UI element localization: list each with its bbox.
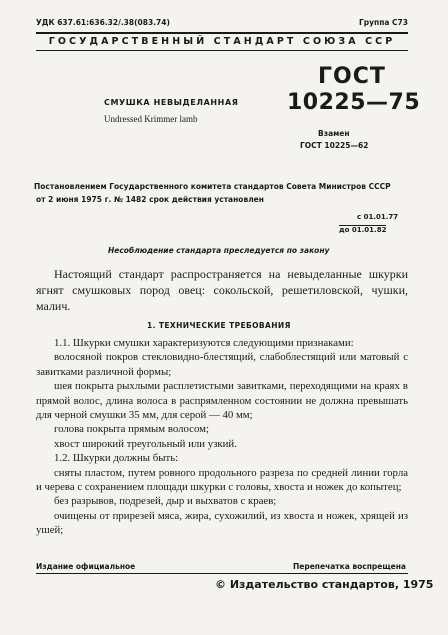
udk-code: УДК 637.61:636.32/.38(083.74): [36, 18, 170, 27]
clause-text: хвост широкий треугольный или узкий.: [54, 437, 237, 450]
copyright: © Издательство стандартов, 1975: [215, 578, 434, 591]
title-russian: СМУШКА НЕВЫДЕЛАННАЯ: [104, 98, 239, 107]
clause-text: без разрывов, подрезей, дыр и выхватов с краев;: [54, 495, 277, 508]
replaces-label: Взамен: [318, 129, 350, 138]
intro-paragraph: Настоящий стандарт распространяется на невыделанные шкурки ягнят смушковых пород овец: сокольской, решетиловской, чушки, малич.: [36, 267, 408, 313]
section-title: 1. ТЕХНИЧЕСКИЕ ТРЕБОВАНИЯ: [147, 321, 291, 330]
footer-rule: [36, 573, 408, 574]
standard-banner: ГОСУДАРСТВЕННЫЙ СТАНДАРТ СОЮЗА ССР: [48, 36, 396, 47]
clause-text: голова покрыта прямым волосом;: [54, 423, 209, 436]
validity-to: до 01.01.82: [339, 226, 387, 234]
validity-from: с 01.01.77: [357, 213, 399, 221]
clause-text: волосяной покров стекловидно-блестящий, слабоблестящий или матовый с завитками различной формы;: [36, 351, 408, 378]
header-rule-top: [36, 32, 408, 34]
clause-text: шея покрыта рыхлыми расплетистыми завитками, переходящими на краях в прямой волос, длина волоса в распрямленном состоянии не должна превышать для черной смушки 35 мм, для серой — 40 мм;: [36, 380, 408, 422]
title-english: Undressed Krimmer lamb: [104, 114, 198, 124]
body-text: [36, 336, 408, 538]
validity-to-wrap: [339, 226, 386, 234]
group-code: Группа С73: [358, 18, 408, 27]
decree-text: [36, 180, 416, 206]
clause-text: очищены от прирезей мяса, жира, сухожилий, из хвоста и ножек, хрящей из ушей;: [36, 509, 408, 537]
clause-1-2: 1.2. Шкурки должны быть:: [54, 452, 179, 465]
replaces-value: ГОСТ 10225—62: [300, 141, 369, 150]
clause-1-1: 1.1. Шкурки смушки характеризуются следующими признаками:: [54, 337, 354, 349]
decree-line-2: от 2 июня 1975 г. № 1482 срок действия установлен: [36, 195, 264, 204]
gost-label: ГОСТ: [318, 64, 386, 89]
reprint-note: Перепечатка воспрещена: [292, 562, 406, 571]
edition-note: Издание официальное: [36, 562, 136, 571]
header-rule-bottom: [36, 50, 408, 51]
legal-notice: Несоблюдение стандарта преследуется по закону: [108, 246, 330, 255]
gost-number: 10225—75: [287, 90, 421, 115]
clause-text: сняты пластом, путем ровного продольного разреза по средней линии горла и черева с сохранением площади шкурки с головы, хвоста и ножек до копытец;: [36, 466, 408, 494]
decree-line-1: Постановлением Государственного комитета стандартов Совета Министров СССР: [34, 182, 391, 191]
